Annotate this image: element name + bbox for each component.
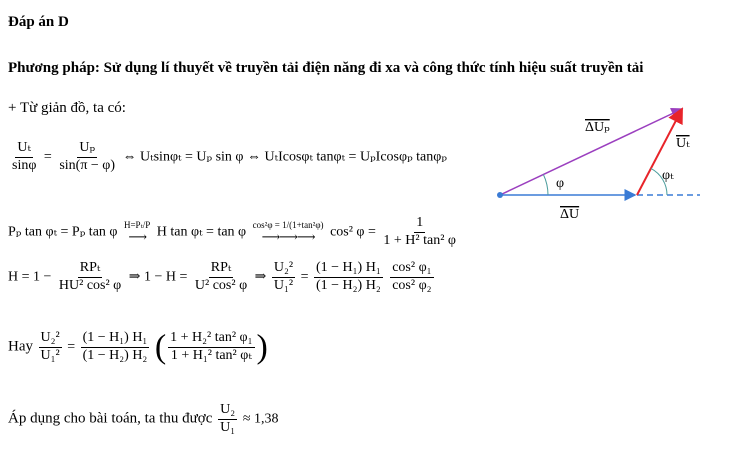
frac-den: 1 + H² tan² φ (383, 232, 456, 248)
eq-sign: = (43, 149, 52, 165)
frac-cos2 (381, 215, 458, 250)
frac-num: U₂² (39, 330, 62, 348)
eq2-right: cos² φ = (330, 224, 376, 240)
frac-num: Uₚ (77, 140, 97, 158)
implies-sign: ⇒ (254, 269, 267, 285)
angle-arc-phi (543, 175, 548, 196)
frac-den: U₁² (40, 347, 60, 363)
frac-den: U² cos² φ (194, 277, 248, 293)
frac-num: 1 (414, 215, 425, 233)
frac-u2-u1 (272, 260, 295, 295)
equation-2 (8, 215, 460, 250)
frac-ut-sinphi (10, 140, 38, 175)
frac-den: U₁ (220, 419, 236, 435)
frac-h1-h2 (314, 260, 383, 295)
label-delta-up: ΔUₚ (585, 120, 610, 135)
implies-arrow-2: cos²φ = 1/(1+tan²φ) ⟶⟶⟶ (252, 220, 324, 245)
frac-den: (1 − H₂) H₂ (316, 277, 381, 293)
eq3-mid: ⇒ 1 − H = (128, 269, 188, 285)
label-phi: φ (556, 176, 565, 191)
implies-arrow-1: H=Pₜ/P ⟶ (123, 220, 151, 245)
equation-1 (8, 140, 447, 175)
frac-u2-u1 (39, 330, 62, 365)
apply-text: Áp dụng cho bài toán, ta thu được (8, 410, 213, 427)
frac-up-sin (57, 140, 117, 175)
method-text: Phương pháp: Sử dụng lí thuyết về truyền tải điện năng đi xa và công thức tính hiệu suất truyền tải (8, 60, 644, 76)
frac-num: cos² φ₁ (390, 260, 433, 278)
eq-sign: = (300, 269, 309, 285)
result-value: ≈ 1,38 (242, 411, 279, 427)
eq3-start: H = 1 − (8, 269, 52, 285)
frac-num: RPₜ (209, 260, 234, 278)
frac-den: (1 − H₂) H₂ (82, 347, 148, 363)
arrow-condition: cos²φ = 1/(1+tan²φ) (252, 220, 324, 231)
frac-tan-ratio (168, 330, 254, 365)
eq2-mid: H tan φₜ = tan φ (156, 224, 247, 240)
frac-num: U₂ (218, 402, 237, 420)
vector-ut (637, 109, 682, 195)
frac-num: U₂² (272, 260, 295, 278)
arrow-condition: H=Pₜ/P (123, 220, 151, 231)
hay-label: Hay (8, 338, 33, 355)
answer-heading: Đáp án D (8, 14, 69, 30)
eq2-left: Pₚ tan φₜ = Pₚ tan φ (8, 224, 118, 240)
frac-num: Uₜ (15, 140, 33, 158)
frac-num: 1 + H₂² tan² φ₁ (168, 330, 254, 348)
vector-diagram (490, 95, 740, 230)
paren-open: ( (154, 328, 167, 366)
eq-sign: = (67, 339, 76, 355)
frac-h1-h2 (81, 330, 150, 365)
equation-4 (8, 330, 268, 365)
equation-5 (8, 402, 279, 437)
frac-cos-ratio (390, 260, 433, 295)
frac-den: HU² cos² φ (58, 277, 122, 293)
origin-point (497, 192, 503, 198)
label-phit: φₜ (662, 168, 674, 183)
frac-den: 1 + H₁² tan² φₜ (170, 347, 252, 363)
intro-text: + Từ giản đồ, ta có: (8, 100, 126, 116)
frac-den: sinφ (12, 157, 37, 173)
frac-den: cos² φ₂ (392, 277, 432, 293)
equation-3 (8, 260, 436, 295)
frac-rpt-u2 (193, 260, 249, 295)
frac-den: U₁² (273, 277, 294, 293)
label-delta-u: ΔU (560, 207, 580, 222)
frac-num: (1 − H₁) H₁ (314, 260, 383, 278)
label-ut: Uₜ (676, 136, 690, 151)
frac-rpt-hu2 (57, 260, 123, 295)
frac-den: sin(π − φ) (59, 157, 116, 173)
paren-close: ) (256, 328, 268, 366)
frac-num: (1 − H₁) H₁ (81, 330, 150, 348)
frac-num: RPₜ (78, 260, 103, 278)
eq1-rest: ⇔ Uₜsinφₜ = Uₚ sin φ ⇔ UₜIcosφₜ tanφₜ = UₚIcosφₚ tanφₚ (122, 149, 447, 165)
frac-u2-over-u1 (218, 402, 237, 437)
